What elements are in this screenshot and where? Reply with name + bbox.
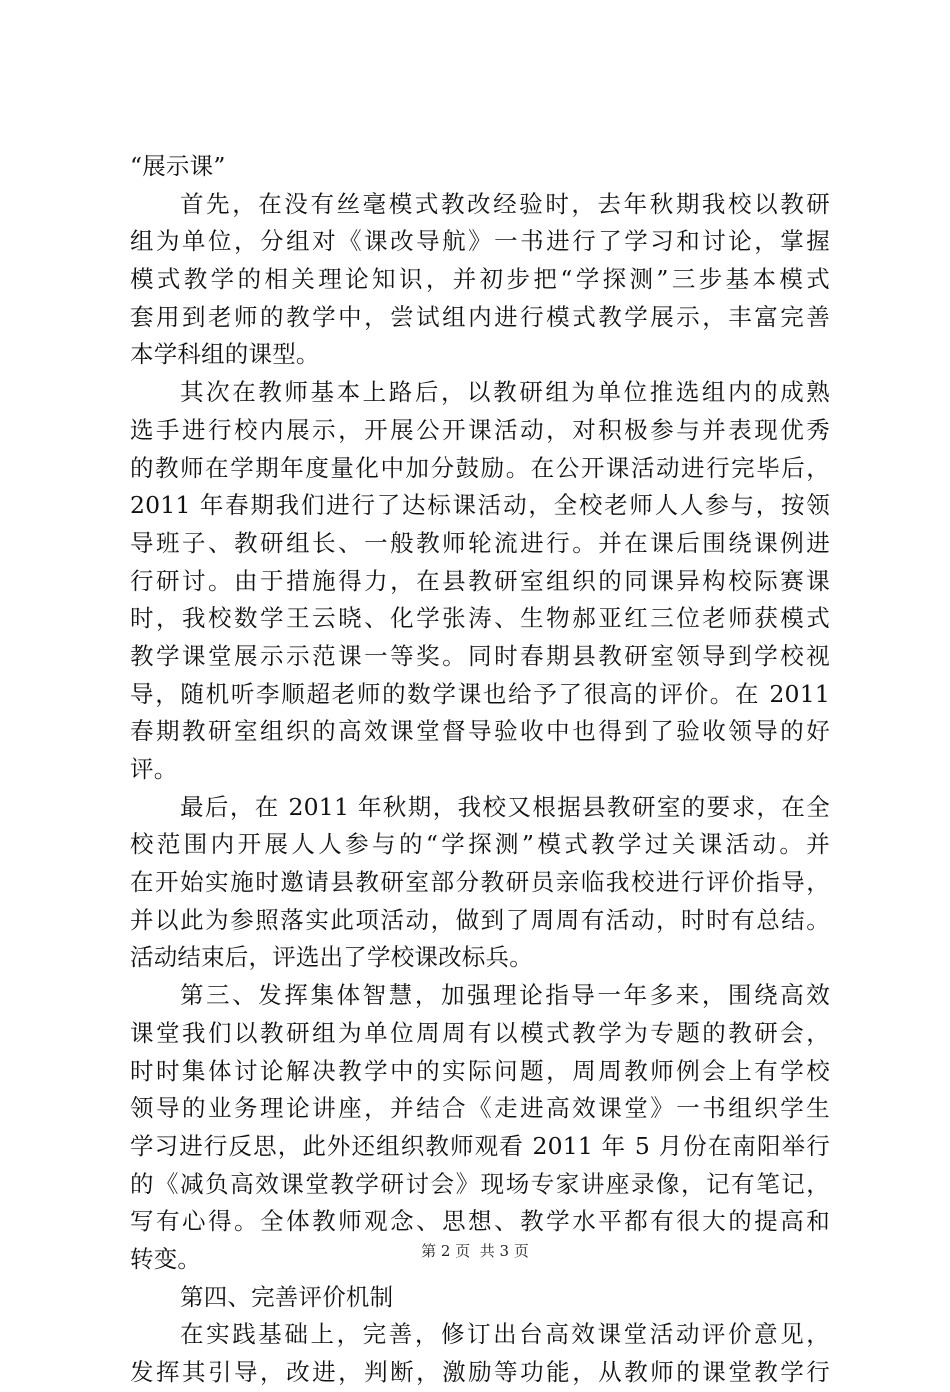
text-line: 选手进行校内展示，开展公开课活动，对积极参与并表现优秀 bbox=[130, 415, 830, 444]
text-line: 转变。 bbox=[130, 1244, 202, 1273]
text-line: 学习进行反思，此外还组织教师观看 2011 年 5 月份在南阳举行 bbox=[130, 1131, 830, 1160]
text-line: 最后，在 2011 年秋期，我校又根据县教研室的要求，在全 bbox=[180, 792, 830, 821]
text-line: 套用到老师的教学中，尝试组内进行模式教学展示，丰富完善 bbox=[130, 302, 830, 331]
text-line: 的教师在学期年度量化中加分鼓励。在公开课活动进行完毕后， bbox=[130, 453, 830, 482]
text-line: 评。 bbox=[130, 755, 178, 783]
text-line: 导班子、教研组长、一般教师轮流进行。并在课后围绕课例进 bbox=[130, 528, 830, 557]
text-line: 发挥其引导，改进，判断，激励等功能，从教师的课堂教学行 bbox=[130, 1358, 830, 1386]
text-line: 教学课堂展示示范课一等奖。同时春期县教研室领导到学校视 bbox=[130, 641, 830, 670]
text-line: 行研讨。由于措施得力，在县教研室组织的同课异构校际赛课 bbox=[130, 566, 830, 595]
text-line: 在实践基础上，完善，修订出台高效课堂活动评价意见， bbox=[180, 1320, 830, 1349]
document-body bbox=[130, 148, 830, 1392]
text-line: 第三、发挥集体智慧，加强理论指导一年多来，围绕高效 bbox=[180, 981, 830, 1010]
text-line: 第四、完善评价机制 bbox=[180, 1282, 394, 1311]
text-line: 组为单位，分组对《课改导航》一书进行了学习和讨论，掌握 bbox=[130, 227, 830, 256]
text-line: 2011 年春期我们进行了达标课活动，全校老师人人参与，按领 bbox=[130, 491, 830, 520]
text-line: 在开始实施时邀请县教研室部分教研员亲临我校进行评价指导， bbox=[130, 868, 830, 897]
text-line: 春期教研室组织的高效课堂督导验收中也得到了验收领导的好 bbox=[130, 717, 830, 746]
text-line: 时时集体讨论解决教学中的实际问题，周周教师例会上有学校 bbox=[130, 1056, 830, 1085]
text-line: 本学科组的课型。 bbox=[130, 340, 320, 369]
text-line: 领导的业务理论讲座，并结合《走进高效课堂》一书组织学生 bbox=[130, 1094, 830, 1123]
text-line: 导，随机听李顺超老师的数学课也给予了很高的评价。在 2011 bbox=[130, 679, 830, 708]
text-line: 写有心得。全体教师观念、思想、教学水平都有很大的提高和 bbox=[130, 1207, 830, 1236]
text-line: 校范围内开展人人参与的“学探测”模式教学过关课活动。并 bbox=[130, 830, 830, 859]
text-line: 时，我校数学王云晓、化学张涛、生物郝亚红三位老师获模式 bbox=[130, 604, 830, 633]
text-line: 模式教学的相关理论知识，并初步把“学探测”三步基本模式 bbox=[130, 265, 830, 294]
text-line: 活动结束后，评选出了学校课改标兵。 bbox=[130, 943, 533, 972]
text-line: 的《减负高效课堂教学研讨会》现场专家讲座录像，记有笔记， bbox=[130, 1169, 830, 1198]
page-footer: 第 2 页 共 3 页 bbox=[421, 1242, 529, 1260]
text-line: “展示课” bbox=[130, 152, 226, 180]
text-line: 首先，在没有丝毫模式教改经验时，去年秋期我校以教研 bbox=[180, 189, 830, 218]
text-line: 并以此为参照落实此项活动，做到了周周有活动，时时有总结。 bbox=[130, 905, 830, 934]
text-line: 课堂我们以教研组为单位周周有以模式教学为专题的教研会， bbox=[130, 1018, 830, 1047]
text-line: 其次在教师基本上路后，以教研组为单位推选组内的成熟 bbox=[180, 378, 830, 407]
